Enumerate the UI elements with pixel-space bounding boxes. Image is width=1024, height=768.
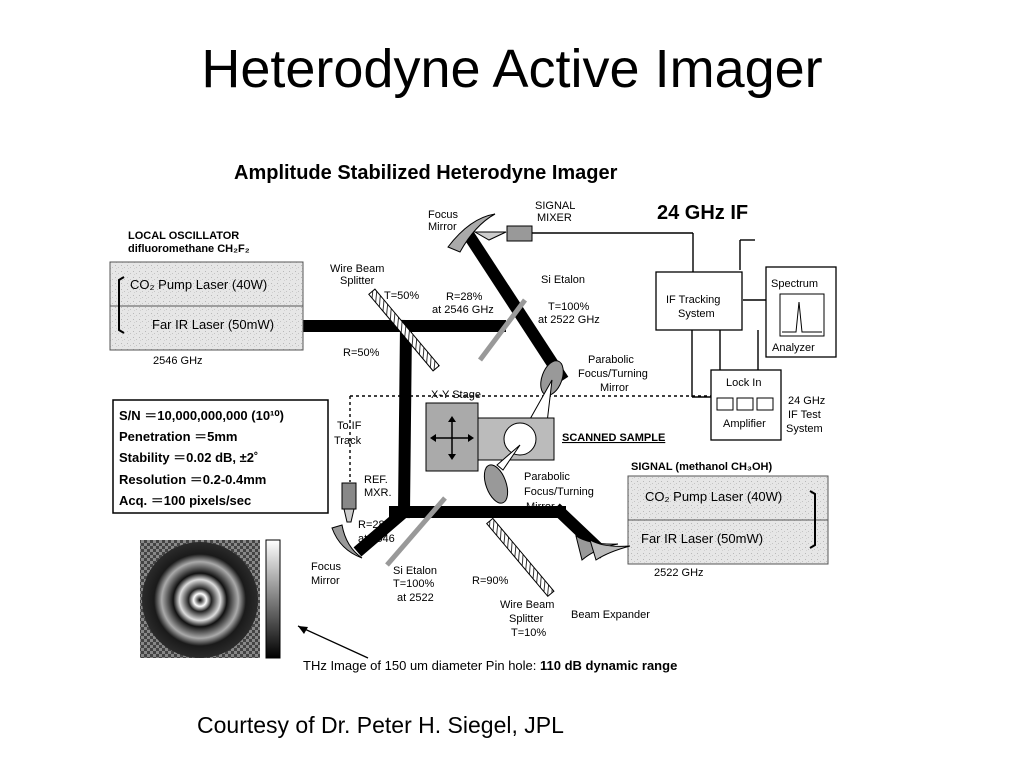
bottom-focus-mirror: [311, 525, 362, 587]
svg-text:Track: Track: [334, 435, 362, 447]
lockin-amplifier: [711, 370, 781, 440]
svg-text:Mirror: Mirror: [600, 382, 629, 394]
specs-box: [113, 400, 328, 513]
courtesy-credit: Courtesy of Dr. Peter H. Siegel, JPL: [197, 712, 564, 738]
svg-text:Parabolic: Parabolic: [524, 471, 570, 483]
svg-text:Lock In: Lock In: [726, 377, 762, 389]
svg-text:SIGNAL: SIGNAL: [535, 200, 576, 212]
svg-text:Focus: Focus: [311, 561, 341, 573]
lo-pump-laser: CO₂ Pump Laser (40W): [130, 277, 268, 292]
svg-text:REF.: REF.: [364, 474, 388, 486]
svg-text:Mirror: Mirror: [311, 575, 340, 587]
spec-stability: Stability ＝0.02 dB, ±2˚: [119, 450, 259, 465]
if-tracking-system: [656, 272, 742, 330]
signal-frequency: 2522 GHz: [654, 567, 704, 579]
svg-text:T=10%: T=10%: [511, 627, 547, 639]
t50-label: T=50%: [384, 290, 420, 302]
signal-wires: [350, 233, 768, 482]
svg-text:at 2522 GHz: at 2522 GHz: [538, 314, 600, 326]
scanned-sample-label: SCANNED SAMPLE: [562, 432, 666, 444]
slide-title: Heterodyne Active Imager: [201, 39, 823, 99]
top-focus-mirror: [428, 209, 506, 252]
svg-text:MIXER: MIXER: [537, 212, 572, 224]
svg-text:Si Etalon: Si Etalon: [541, 274, 586, 286]
svg-text:R=28%: R=28%: [358, 519, 395, 531]
svg-text:Parabolic: Parabolic: [588, 354, 634, 366]
svg-text:at 2546 GHz: at 2546 GHz: [432, 304, 494, 316]
svg-text:at 2522: at 2522: [397, 592, 434, 604]
svg-text:Beam Expander: Beam Expander: [571, 609, 650, 621]
svg-text:Splitter: Splitter: [340, 275, 375, 287]
svg-text:To IF: To IF: [337, 420, 362, 432]
svg-text:at 2546: at 2546: [358, 533, 395, 545]
signal-mixer: [507, 200, 575, 241]
svg-text:Focus: Focus: [428, 209, 458, 221]
to-if-track: [334, 420, 362, 447]
svg-text:Spectrum: Spectrum: [771, 278, 819, 290]
svg-text:IF Tracking: IF Tracking: [666, 294, 721, 306]
thz-caption: THz Image of 150 um diameter Pin hole: 110 dB dynamic range: [303, 658, 678, 673]
svg-text:T=100%: T=100%: [548, 301, 590, 313]
if-test-system: [786, 395, 825, 435]
svg-text:R=28%: R=28%: [446, 291, 483, 303]
svg-text:Mirror: Mirror: [526, 501, 555, 513]
r50-label: R=50%: [343, 347, 380, 359]
spectrum-analyzer: [766, 267, 836, 357]
signal-pump-laser: CO₂ Pump Laser (40W): [645, 489, 783, 504]
svg-text:T=100%: T=100%: [393, 578, 435, 590]
lo-frequency: 2546 GHz: [153, 355, 203, 367]
svg-text:System: System: [678, 308, 715, 320]
svg-text:Analyzer: Analyzer: [772, 342, 815, 354]
svg-text:Wire Beam: Wire Beam: [330, 263, 385, 275]
svg-text:System: System: [786, 423, 823, 435]
svg-text:Wire Beam: Wire Beam: [500, 599, 555, 611]
signal-title: SIGNAL (methanol CH₃OH): [631, 461, 773, 473]
spec-penetration: Penetration ＝5mm: [119, 429, 238, 444]
spec-sn: S/N ＝10,000,000,000 (10¹⁰): [119, 408, 284, 423]
local-oscillator: [110, 230, 303, 367]
bottom-wire-splitter: [472, 518, 554, 639]
svg-text:24 GHz: 24 GHz: [788, 395, 826, 407]
svg-text:Focus/Turning: Focus/Turning: [578, 368, 648, 380]
signal-farir-laser: Far IR Laser (50mW): [641, 531, 764, 546]
svg-text:Splitter: Splitter: [509, 613, 544, 625]
svg-text:MXR.: MXR.: [364, 487, 392, 499]
svg-text:X-Y Stage: X-Y Stage: [431, 389, 481, 401]
spec-resolution: Resolution ＝0.2-0.4mm: [119, 472, 267, 487]
r90-label: R=90%: [472, 575, 509, 587]
top-wire-splitter: [330, 263, 439, 371]
if-frequency-label: 24 GHz IF: [657, 202, 749, 224]
svg-text:Si Etalon: Si Etalon: [393, 565, 438, 577]
spec-acquisition: Acq. ＝100 pixels/sec: [119, 493, 252, 508]
signal-source: [628, 461, 828, 579]
svg-text:Amplifier: Amplifier: [723, 418, 766, 430]
lo-subtitle: difluoromethane CH₂F₂: [128, 243, 250, 255]
lo-title: LOCAL OSCILLATOR: [128, 230, 240, 242]
lo-farir-laser: Far IR Laser (50mW): [152, 317, 275, 332]
svg-text:Focus/Turning: Focus/Turning: [524, 486, 594, 498]
svg-text:Mirror: Mirror: [428, 221, 457, 233]
diagram-title: Amplitude Stabilized Heterodyne Imager: [234, 162, 618, 184]
svg-text:IF Test: IF Test: [788, 409, 821, 421]
